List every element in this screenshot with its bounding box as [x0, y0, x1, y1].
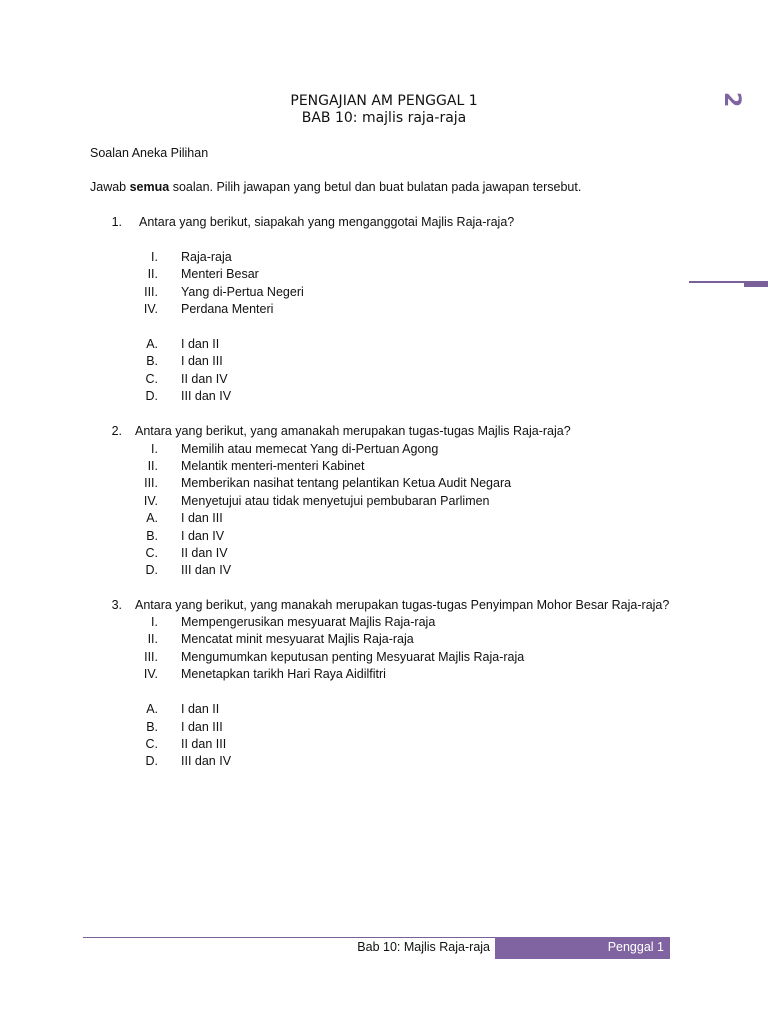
choice-text: I dan III	[181, 511, 223, 525]
statement-numeral: II.	[147, 267, 158, 281]
instruction-post: soalan. Pilih jawapan yang betul dan buat bulatan pada jawapan tersebut.	[169, 180, 582, 194]
instruction-bold: semua	[129, 180, 170, 194]
statement-text: Menyetujui atau tidak menyetujui pembubaran Parlimen	[181, 494, 490, 508]
choice-letter: D.	[145, 754, 158, 768]
choice-text: I dan II	[181, 337, 220, 351]
choice-letter: B.	[146, 529, 158, 543]
choice-text: I dan III	[181, 720, 223, 734]
choice-text: II dan IV	[181, 546, 228, 560]
choice-text: I dan III	[181, 354, 223, 368]
statement-numeral: III.	[144, 476, 158, 490]
statement-text: Melantik menteri-menteri Kabinet	[181, 459, 365, 473]
statement-numeral: I.	[151, 442, 158, 456]
choice-text: I dan IV	[181, 529, 225, 543]
choice-letter: A.	[146, 337, 158, 351]
choice-text: III dan IV	[181, 563, 232, 577]
choice-letter: C.	[145, 737, 158, 751]
statement-numeral: III.	[144, 650, 158, 664]
statement-text: Yang di-Pertua Negeri	[181, 285, 304, 299]
choice-text: II dan III	[181, 737, 227, 751]
statement-text: Mencatat minit mesyuarat Majlis Raja-raja	[181, 632, 414, 646]
choice-letter: B.	[146, 354, 158, 368]
instruction-pre: Jawab	[90, 180, 130, 194]
header-subtitle: BAB 10: majlis raja-raja	[301, 110, 467, 126]
statement-numeral: III.	[144, 285, 158, 299]
statement-text: Raja-raja	[181, 250, 232, 264]
choice-letter: D.	[145, 563, 158, 577]
choice-letter: A.	[146, 511, 158, 525]
statement-text: Perdana Menteri	[181, 302, 274, 316]
choice-text: II dan IV	[181, 372, 228, 386]
header-title: PENGAJIAN AM PENGGAL 1	[290, 93, 478, 109]
statement-numeral: IV.	[143, 494, 158, 508]
choice-letter: B.	[146, 720, 158, 734]
question-number: 2.	[111, 424, 122, 438]
statement-text: Menteri Besar	[181, 267, 259, 281]
question-text: Antara yang berikut, yang manakah merupakan tugas-tugas Penyimpan Mohor Besar Raja-raja?	[135, 598, 670, 612]
statement-text: Menetapkan tarikh Hari Raya Aidilfitri	[181, 667, 386, 681]
question-text: Antara yang berikut, siapakah yang menganggotai Majlis Raja-raja?	[139, 215, 515, 229]
footer-term: Penggal 1	[607, 940, 664, 954]
statement-text: Mempengerusikan mesyuarat Majlis Raja-raja	[181, 615, 436, 629]
question-number: 1.	[111, 215, 122, 229]
statement-text: Mengumumkan keputusan penting Mesyuarat Majlis Raja-raja	[181, 650, 525, 664]
choice-letter: A.	[146, 702, 158, 716]
choice-text: I dan II	[181, 702, 220, 716]
section-title: Soalan Aneka Pilihan	[90, 146, 209, 160]
statement-numeral: II.	[147, 459, 158, 473]
question-text: Antara yang berikut, yang amanakah merupakan tugas-tugas Majlis Raja-raja?	[135, 424, 571, 438]
footer-chapter: Bab 10: Majlis Raja-raja	[357, 940, 490, 954]
statement-numeral: II.	[147, 632, 158, 646]
statement-text: Memilih atau memecat Yang di-Pertuan Agong	[181, 442, 439, 456]
footer-divider	[83, 937, 495, 938]
statement-numeral: I.	[151, 615, 158, 629]
choice-letter: D.	[145, 389, 158, 403]
choice-text: III dan IV	[181, 754, 232, 768]
choice-letter: C.	[145, 372, 158, 386]
statement-numeral: IV.	[143, 667, 158, 681]
statement-numeral: I.	[151, 250, 158, 264]
statement-text: Memberikan nasihat tentang pelantikan Ketua Audit Negara	[181, 476, 512, 490]
page-number: 2	[719, 92, 744, 108]
choice-letter: C.	[145, 546, 158, 560]
instruction	[90, 179, 581, 195]
question-number: 3.	[111, 598, 122, 612]
statement-numeral: IV.	[143, 302, 158, 316]
choice-text: III dan IV	[181, 389, 232, 403]
footer-term-bar	[495, 937, 670, 959]
side-accent-block	[744, 281, 768, 287]
